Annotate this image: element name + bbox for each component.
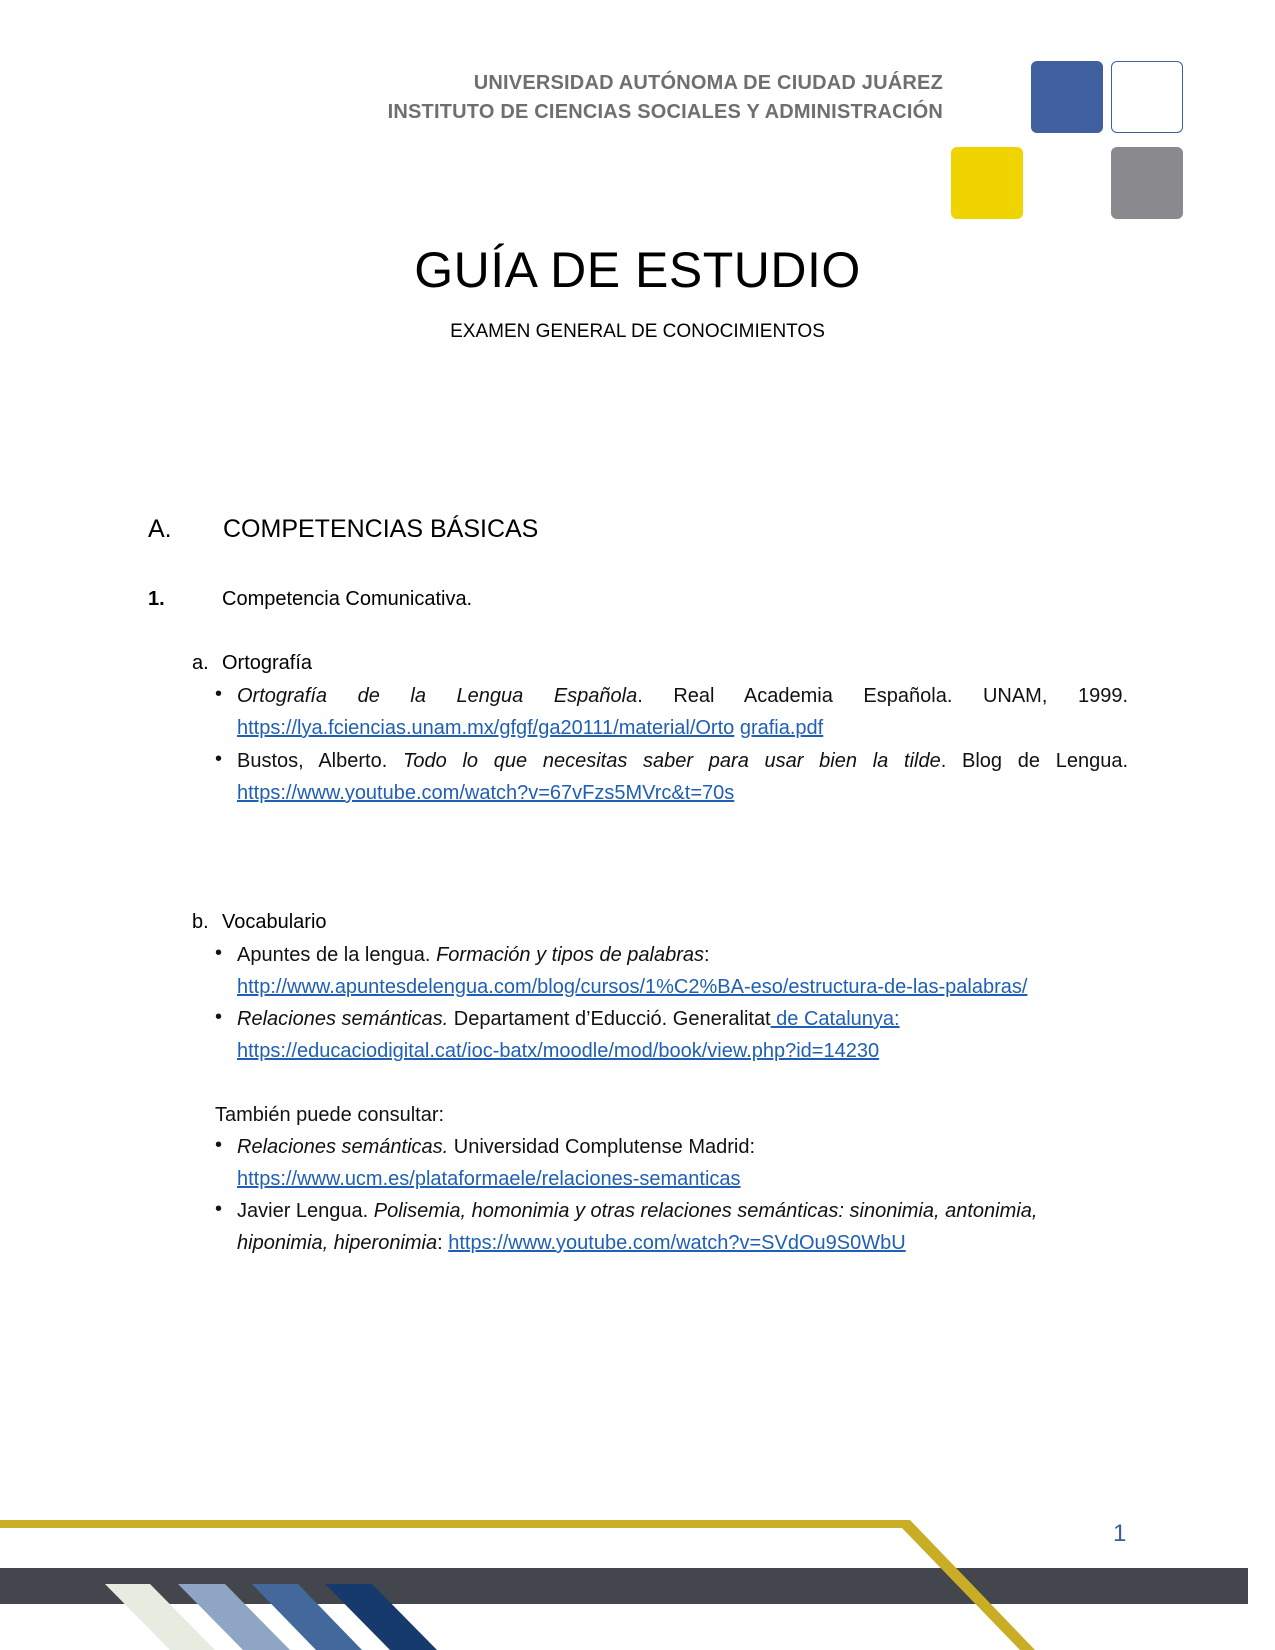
- subsection-b-title: Vocabulario: [222, 911, 327, 933]
- university-name: UNIVERSIDAD AUTÓNOMA DE CIUDAD JUÁREZ: [473, 72, 943, 94]
- vocab-link-2-inline[interactable]: de Catalunya:: [770, 1008, 900, 1030]
- subsection-b-label: b.: [192, 911, 209, 933]
- ref-title-cont: hiponimia, hiperonimia: [237, 1232, 438, 1254]
- vocab-ref-2-link-line: [237, 1035, 879, 1067]
- ref-title: Todo lo que necesitas saber para usar bien la tilde: [402, 750, 941, 772]
- ref-details: . Blog de Lengua.: [940, 750, 1128, 772]
- ortografia-ref-1-link-line: [237, 712, 823, 744]
- ref-text: Apuntes de la lengua.: [237, 944, 431, 966]
- vocab-link-1[interactable]: http://www.apuntesdelengua.com/blog/cursos/1%C2%BA-eso/estructura-de-las-palabras/: [237, 976, 1028, 998]
- section-title: COMPETENCIAS BÁSICAS: [223, 515, 539, 543]
- logo-square-blue: [1031, 61, 1103, 133]
- vocab-ref-3-link-line: [237, 1163, 741, 1195]
- bullet-icon: •: [215, 1198, 223, 1220]
- subsection-a-label: a.: [192, 652, 209, 674]
- competence-title: Competencia Comunicativa.: [222, 588, 473, 610]
- ortografia-ref-2-link-line: [237, 777, 734, 809]
- subsection-a-title: Ortografía: [222, 652, 313, 674]
- ref-text: Javier Lengua.: [237, 1200, 369, 1222]
- ortografia-link-2[interactable]: https://www.youtube.com/watch?v=67vFzs5MVrc&t=70s: [237, 782, 735, 804]
- vocab-ref-3: [237, 1131, 755, 1163]
- vocab-link-2[interactable]: https://educaciodigital.cat/ioc-batx/moodle/mod/book/view.php?id=14230: [237, 1040, 880, 1062]
- ref-text: Departament d’Educció. Generalitat: [453, 1008, 771, 1030]
- ref-title: Formación y tipos de palabras: [436, 944, 704, 966]
- ref-title: Ortografía de la Lengua Española: [237, 685, 638, 707]
- footer-decoration: [0, 1510, 1275, 1650]
- vocab-ref-4: [237, 1195, 1037, 1227]
- ref-title: Polisemia, homonimia y otras relaciones semánticas: sinonimia, antonimia,: [373, 1200, 1038, 1222]
- vocab-ref-1: [237, 939, 710, 971]
- competence-number: 1.: [148, 588, 165, 610]
- vocab-link-3[interactable]: https://www.ucm.es/plataformaele/relaciones-semanticas: [237, 1168, 741, 1190]
- ref-colon: :: [703, 944, 710, 966]
- bullet-icon: •: [215, 1134, 223, 1156]
- bullet-icon: •: [215, 942, 223, 964]
- ortografia-link-1b[interactable]: grafia.pdf: [739, 717, 824, 739]
- bullet-icon: •: [215, 1006, 223, 1028]
- page-number: 1: [1113, 1520, 1127, 1547]
- logo-square-outline: [1111, 61, 1183, 133]
- institute-name: INSTITUTO DE CIENCIAS SOCIALES Y ADMINISTRACIÓN: [387, 101, 943, 123]
- ortografia-ref-2: [237, 745, 1128, 777]
- vocab-link-4[interactable]: https://www.youtube.com/watch?v=SVdOu9S0WbU: [448, 1232, 906, 1254]
- document-subtitle: EXAMEN GENERAL DE CONOCIMIENTOS: [450, 321, 825, 342]
- also-consult-label: También puede consultar:: [215, 1104, 445, 1126]
- logo-square-yellow: [951, 147, 1023, 219]
- bullet-icon: •: [215, 748, 223, 770]
- vocab-ref-4-line-2: [237, 1227, 906, 1259]
- ref-text: Universidad Complutense Madrid:: [453, 1136, 756, 1158]
- vocab-ref-2: [237, 1003, 900, 1035]
- ref-colon: :: [437, 1232, 443, 1254]
- section-letter: A.: [148, 515, 172, 543]
- ortografia-ref-1: [237, 680, 1128, 712]
- ref-details: . Real Academia Española. UNAM, 1999.: [637, 685, 1128, 707]
- ortografia-link-1a[interactable]: https://lya.fciencias.unam.mx/gfgf/ga20111/material/Orto: [237, 717, 735, 739]
- document-title: GUÍA DE ESTUDIO: [414, 242, 861, 298]
- logo-square-gray: [1111, 147, 1183, 219]
- ref-author: Bustos, Alberto.: [237, 750, 388, 772]
- ref-title: Relaciones semánticas.: [237, 1008, 449, 1030]
- vocab-ref-1-link-line: [237, 971, 1027, 1003]
- ref-title: Relaciones semánticas.: [237, 1136, 449, 1158]
- bullet-icon: •: [215, 683, 223, 705]
